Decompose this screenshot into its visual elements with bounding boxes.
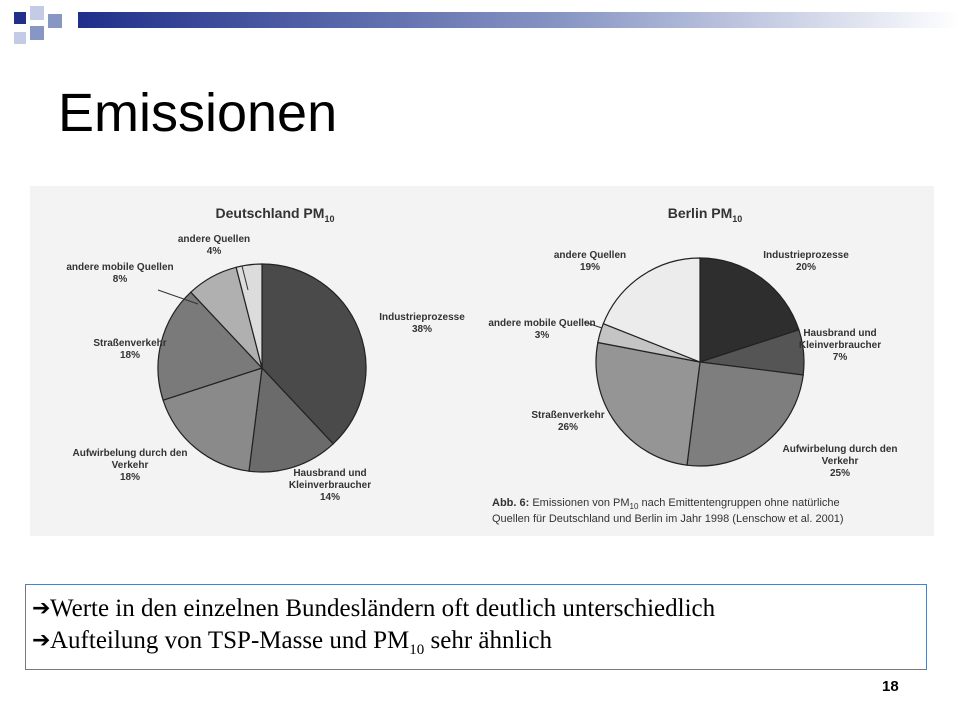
- slice-label: [488, 318, 595, 341]
- bullet-text: sehr ähnlich: [424, 627, 553, 654]
- slice-label: [531, 410, 604, 433]
- slice-label-line: Straßenverkehr: [93, 338, 167, 349]
- slice-label-line: Verkehr: [821, 456, 859, 467]
- slice-label-line: andere mobile Quellen: [66, 262, 174, 273]
- deco-square: [30, 26, 44, 40]
- slice-label: [66, 262, 173, 285]
- caption-bold: Abb. 6:: [492, 497, 530, 509]
- pie-chart-1: [488, 205, 897, 479]
- deco-square: [48, 14, 62, 28]
- subscript: 10: [409, 642, 425, 658]
- caption-text: nach Emittentengruppen ohne natürliche: [638, 497, 840, 509]
- pie-slice: [596, 343, 700, 466]
- caption-text: Emissionen von PM: [529, 497, 630, 509]
- header-gradient-bar: [78, 12, 960, 28]
- slice-label-line: Aufwirbelung durch den: [782, 444, 898, 455]
- bullet-item: [32, 625, 926, 666]
- slice-label: [554, 250, 626, 273]
- slice-label-line: Verkehr: [111, 460, 149, 471]
- slice-label-line: 18%: [119, 350, 141, 361]
- slice-label: [289, 468, 371, 503]
- slide-title: Emissionen: [58, 83, 338, 143]
- slice-label: [379, 312, 465, 335]
- deco-square: [14, 32, 26, 44]
- bullet-text: Aufteilung von TSP-Masse und PM: [50, 627, 410, 654]
- slice-label-line: andere Quellen: [553, 250, 627, 261]
- slice-label-line: 3%: [534, 330, 550, 341]
- deco-square: [30, 6, 44, 20]
- chart-title-subscript: 10: [732, 214, 743, 224]
- slice-label-line: Straßenverkehr: [531, 410, 605, 421]
- slice-label-line: 7%: [832, 352, 848, 363]
- slice-label: [763, 250, 849, 273]
- slice-label-line: andere Quellen: [177, 234, 251, 245]
- slice-label-line: 8%: [112, 274, 128, 285]
- chart-title: Deutschland $PM_{10}$: [215, 205, 335, 224]
- slice-label-line: 38%: [411, 324, 433, 335]
- pie-chart-0: [66, 205, 465, 503]
- bullet-box: [25, 584, 927, 670]
- chart-title: Berlin $PM_{10}$: [667, 205, 743, 224]
- scanned-figure: [30, 186, 934, 536]
- chart-title-subscript: 10: [324, 214, 335, 224]
- slice-label-line: Kleinverbraucher: [288, 480, 372, 491]
- slice-label-line: Kleinverbraucher: [798, 340, 882, 351]
- slice-label-line: Aufwirbelung durch den: [72, 448, 188, 459]
- deco-square: [14, 12, 26, 24]
- arrow-bullet-icon: ➔: [32, 596, 51, 621]
- slice-label-line: Hausbrand und: [803, 328, 877, 339]
- slice-label-line: 20%: [795, 262, 817, 273]
- slice-label-line: andere mobile Quellen: [488, 318, 596, 329]
- figure-caption-line: Quellen für Deutschland und Berlin im Jahr 1998 (Lenschow et al. 2001): [492, 513, 844, 525]
- pie-charts: [30, 186, 934, 536]
- slice-label-line: 26%: [557, 422, 579, 433]
- slice-label: [93, 338, 166, 361]
- arrow-bullet-icon: ➔: [32, 628, 51, 653]
- slice-label: [799, 328, 881, 363]
- slice-label-line: 25%: [829, 468, 851, 479]
- header-decoration: [0, 0, 960, 60]
- slice-label: [178, 234, 250, 257]
- caption-subscript: 10: [629, 502, 639, 511]
- slice-label-line: Hausbrand und: [293, 468, 367, 479]
- figure-caption-line: [492, 497, 840, 511]
- bullet-item: [32, 593, 926, 625]
- slice-label-line: Industrieprozesse: [379, 312, 465, 323]
- bullet-text: Werte in den einzelnen Bundesländern oft deutlich unterschiedlich: [50, 595, 716, 622]
- slice-label-line: 4%: [206, 246, 222, 257]
- slice-label-line: 19%: [579, 262, 601, 273]
- slice-label: [783, 444, 898, 479]
- page-number: 18: [882, 678, 899, 695]
- slice-label-line: 14%: [319, 492, 341, 503]
- slice-label-line: Industrieprozesse: [763, 250, 849, 261]
- slice-label-line: 18%: [119, 472, 141, 483]
- slice-label: [73, 448, 188, 483]
